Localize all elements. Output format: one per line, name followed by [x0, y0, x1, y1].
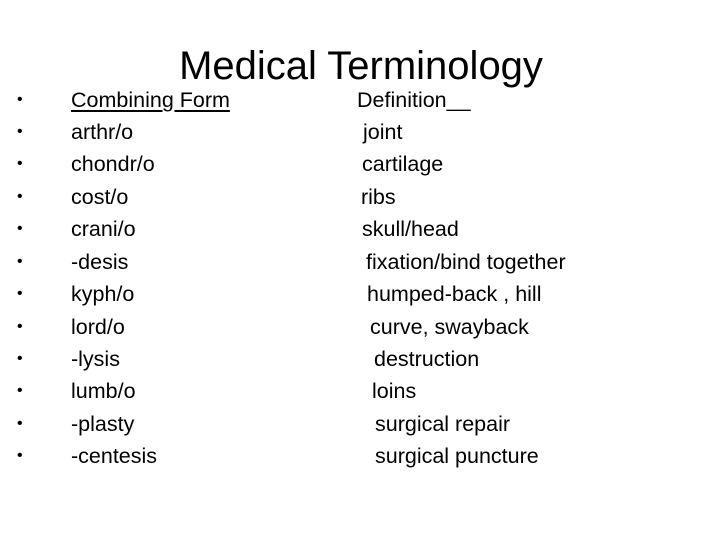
bullet-icon: •: [17, 220, 23, 237]
term: crani/o: [71, 217, 136, 241]
list-item: [0, 181, 720, 213]
term: -centesis: [71, 444, 158, 468]
term: cost/o: [71, 185, 129, 209]
bullet-icon: •: [17, 350, 23, 367]
list-item: [0, 375, 720, 407]
term: -lysis: [71, 347, 120, 371]
definition: skull/head: [362, 217, 459, 241]
term: chondr/o: [71, 152, 155, 176]
definition: joint: [363, 120, 403, 144]
list-item: [0, 311, 720, 343]
list-item: [0, 116, 720, 148]
definition: cartilage: [362, 152, 444, 176]
term: -plasty: [71, 412, 135, 436]
definition: destruction: [374, 347, 480, 371]
list-item: [0, 148, 720, 180]
bullet-icon: •: [17, 447, 23, 464]
bullet-icon: •: [17, 285, 23, 302]
definition: fixation/bind together: [366, 250, 566, 274]
definition: curve, swayback: [370, 315, 529, 339]
bullet-icon: •: [17, 155, 23, 172]
bullet-icon: •: [17, 91, 23, 108]
definition: surgical repair: [375, 412, 511, 436]
list-item: [0, 343, 720, 375]
bullet-icon: •: [17, 188, 23, 205]
bullet-icon: •: [17, 382, 23, 399]
slide-title: Medical Terminology: [179, 44, 543, 88]
list-item: [0, 278, 720, 310]
bullet-icon: •: [17, 415, 23, 432]
definition: ribs: [361, 185, 396, 209]
term: lumb/o: [71, 379, 136, 403]
column-header-definition: Definition__: [357, 88, 471, 112]
bullet-icon: •: [17, 123, 23, 140]
term: kyph/o: [71, 282, 135, 306]
definition: loins: [372, 379, 417, 403]
definition: surgical puncture: [375, 444, 539, 468]
list-item: [0, 440, 720, 472]
bullet-icon: •: [17, 253, 23, 270]
list-item: [0, 408, 720, 440]
definition: humped-back , hill: [367, 282, 542, 306]
list-item: [0, 213, 720, 245]
header-row: [0, 84, 720, 116]
term: arthr/o: [71, 120, 134, 144]
term: lord/o: [71, 315, 125, 339]
column-header-combining-form: Combining Form: [71, 88, 230, 112]
bullet-icon: •: [17, 318, 23, 335]
list-item: [0, 246, 720, 278]
term: -desis: [71, 250, 129, 274]
